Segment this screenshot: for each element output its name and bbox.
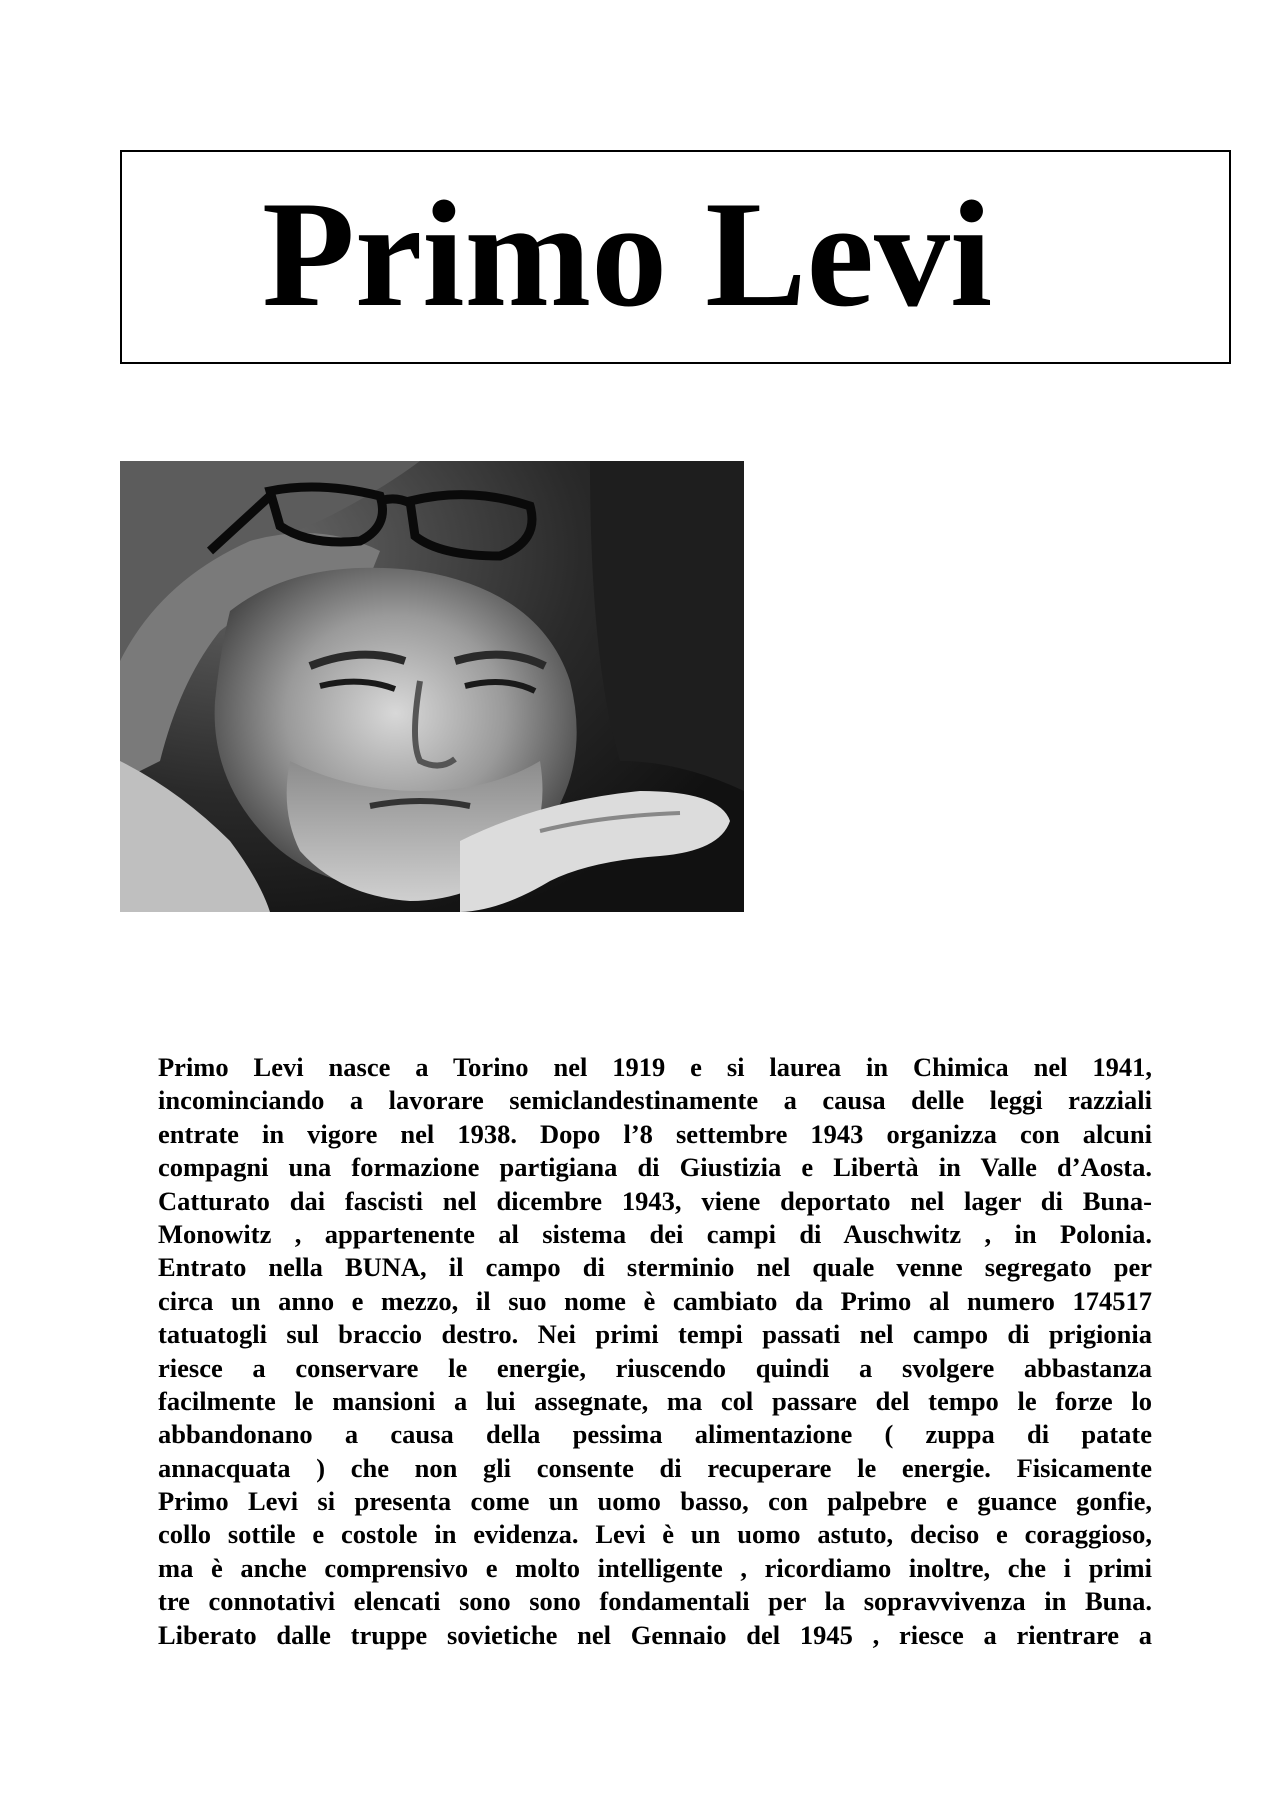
paragraph-line: Liberato dalle truppe sovietiche nel Gennaio del 1945 , riesce a rientrare a (158, 1619, 1152, 1650)
biography-paragraph (158, 1051, 1152, 1652)
paragraph-line: Monowitz , appartenente al sistema dei campi di Auschwitz , in Polonia. (158, 1218, 1152, 1249)
paragraph-line: compagni una formazione partigiana di Giustizia e Libertà in Valle d’Aosta. (158, 1152, 1152, 1183)
page-title: Primo Levi (262, 170, 993, 338)
title-box (120, 150, 1231, 364)
portrait-photo-image (120, 461, 744, 912)
paragraph-line: incominciando a lavorare semiclandestinamente a causa delle leggi razziali (158, 1085, 1152, 1116)
paragraph-line: Entrato nella BUNA, il campo di sterminio nel quale venne segregato per (158, 1252, 1152, 1283)
paragraph-line: entrate in vigore nel 1938. Dopo l’8 settembre 1943 organizza con alcuni (158, 1118, 1152, 1149)
paragraph-line: Primo Levi nasce a Torino nel 1919 e si laurea in Chimica nel 1941, (158, 1052, 1152, 1082)
portrait-photo (120, 461, 744, 912)
paragraph-line: tatuatogli sul braccio destro. Nei primi tempi passati nel campo di prigionia (158, 1319, 1152, 1350)
paragraph-line: circa un anno e mezzo, il suo nome è cambiato da Primo al numero 174517 (158, 1285, 1152, 1316)
paragraph-line: facilmente le mansioni a lui assegnate, ma col passare del tempo le forze lo (158, 1385, 1152, 1416)
paragraph-line: annacquata ) che non gli consente di recuperare le energie. Fisicamente (158, 1452, 1152, 1483)
paragraph-line: ma è anche comprensivo e molto intelligente , ricordiamo inoltre, che i primi (158, 1552, 1152, 1583)
paragraph-line: riesce a conservare le energie, riuscendo quindi a svolgere abbastanza (158, 1352, 1152, 1383)
paragraph-line: abbandonano a causa della pessima alimentazione ( zuppa di patate (158, 1419, 1152, 1450)
paragraph-line: Primo Levi si presenta come un uomo basso, con palpebre e guance gonfie, (158, 1486, 1152, 1517)
paragraph-line: Catturato dai fascisti nel dicembre 1943, viene deportato nel lager di Buna- (158, 1185, 1152, 1216)
paragraph-line: collo sottile e costole in evidenza. Levi è un uomo astuto, deciso e coraggioso, (158, 1519, 1152, 1550)
paragraph-line: tre connotativi elencati sono sono fondamentali per la sopravvivenza in Buna. (158, 1586, 1152, 1617)
